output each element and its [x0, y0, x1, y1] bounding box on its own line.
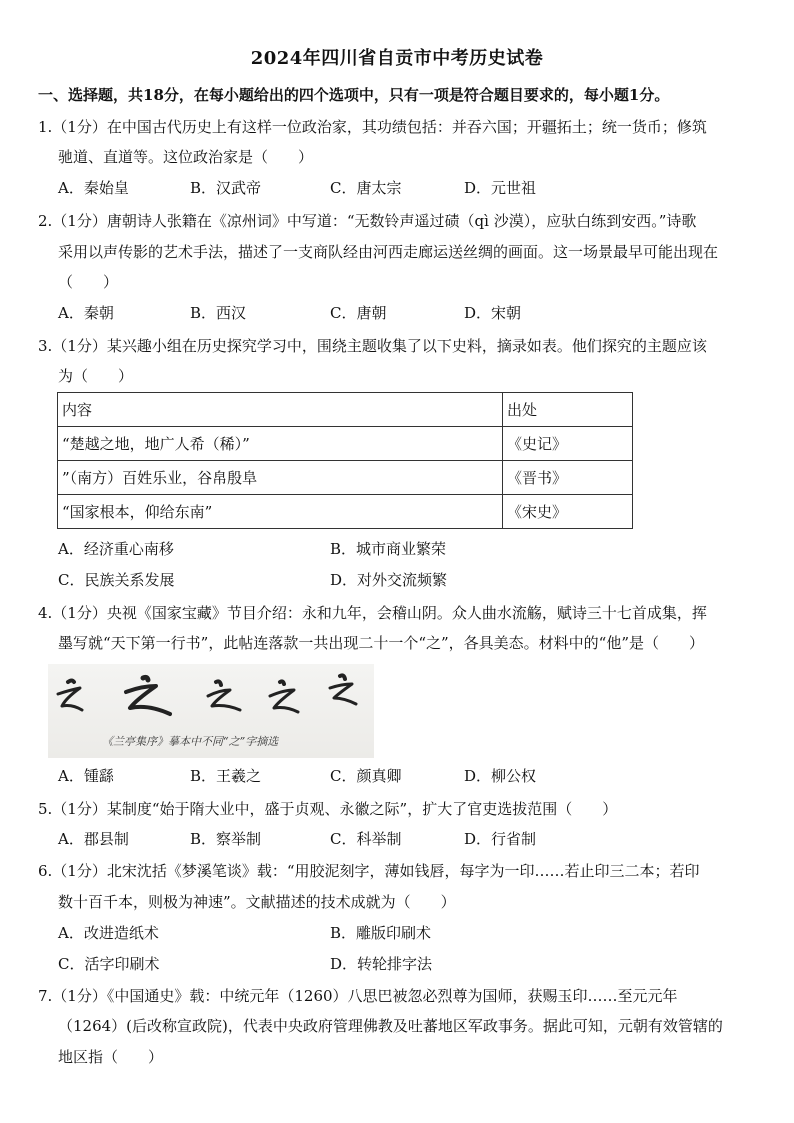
q3-option-a: A．经济重心南移 [58, 540, 174, 558]
q2-option-c: C．唐朝 [330, 304, 387, 322]
q2-option-b: B．西汉 [190, 304, 247, 322]
q4-option-c: C．颜真卿 [330, 767, 402, 785]
q2-line-3: （ ） [58, 273, 119, 291]
table-cell-content: “楚越之地，地广人希（稀）” [58, 427, 503, 461]
table-row [58, 427, 633, 461]
table-header-row [58, 393, 633, 427]
q3-option-c: C．民族关系发展 [58, 571, 175, 589]
table-cell-content: “国家根本，仰给东南” [58, 495, 503, 529]
q7-line-1: 7.（1分）《中国通史》载：中统元年（1260）八思巴被忽必烈尊为国师，获赐玉印……至元元年 [38, 987, 678, 1005]
q4-line-1: 4.（1分）央视《国家宝藏》节目介绍：永和九年，会稽山阴。众人曲水流觞，赋诗三十七首成集，挥 [38, 604, 707, 622]
q7-line-3: 地区指（ ） [58, 1048, 164, 1066]
table-row [58, 461, 633, 495]
q4-option-b: B．王羲之 [190, 767, 262, 785]
q6-option-b: B．雕版印刷术 [330, 924, 432, 942]
q6-option-c: C．活字印刷术 [58, 955, 160, 973]
q1-option-b: B．汉武帝 [190, 179, 262, 197]
q1-option-d: D．元世祖 [464, 179, 537, 197]
q4-option-d: D．柳公权 [464, 767, 537, 785]
q5-line-1: 5.（1分）某制度“始于隋大业中，盛于贞观、永徽之际”，扩大了官吏选拔范围（ ） [38, 800, 618, 818]
q4-option-a: A．锺繇 [58, 767, 114, 785]
q1-option-a: A．秦始皇 [58, 179, 129, 197]
q2-option-d: D．宋朝 [464, 304, 522, 322]
q2-line-2: 采用以声传影的艺术手法，描述了一支商队经由河西走廊运送丝绸的画面。这一场景最早可能出现在 [58, 243, 719, 261]
q7-line-2: （1264）(后改称宣政院)，代表中央政府管理佛教及吐蕃地区军政事务。据此可知，元朝有效管辖的 [58, 1017, 723, 1035]
q1-option-c: C．唐太宗 [330, 179, 402, 197]
q1-line-2: 驰道、直道等。这位政治家是（ ） [58, 148, 314, 166]
q2-option-a: A．秦朝 [58, 304, 114, 322]
table-cell-source: 《宋史》 [503, 495, 633, 529]
q5-option-b: B．察举制 [190, 830, 262, 848]
q1-line-1: 1.（1分）在中国古代历史上有这样一位政治家，其功绩包括：并吞六国；开疆拓土；统一货币；修筑 [38, 118, 707, 136]
q3-option-d: D．对外交流频繁 [330, 571, 448, 589]
q3-line-2: 为（ ） [58, 367, 134, 385]
q6-line-2: 数十百千本，则极为神速”。文献描述的技术成就为（ ） [58, 893, 456, 911]
q4-line-2: 墨写就“天下第一行书”，此帖连落款一共出现二十一个“之”，各具美态。材料中的“他”是（ ） [58, 634, 705, 652]
q5-option-c: C．科举制 [330, 830, 402, 848]
q5-option-a: A．郡县制 [58, 830, 129, 848]
q3-line-1: 3.（1分）某兴趣小组在历史探究学习中，围绕主题收集了以下史料，摘录如表。他们探究的主题应该 [38, 337, 707, 355]
table-header-content: 内容 [58, 393, 503, 427]
table-cell-content: ”（南方）百姓乐业，谷帛殷阜 [58, 461, 503, 495]
image-caption: 《兰亭集序》摹本中不同“之”字摘选 [102, 735, 279, 748]
q6-line-1: 6.（1分）北宋沈括《梦溪笔谈》载：“用胶泥刻字，薄如钱唇，每字为一印……若止印三二本；若印 [38, 862, 700, 880]
table-cell-source: 《晋书》 [503, 461, 633, 495]
q3-option-b: B．城市商业繁荣 [330, 540, 447, 558]
page-title: 2024年四川省自贡市中考历史试卷 [250, 48, 544, 69]
q6-option-d: D．转轮排字法 [330, 955, 433, 973]
q5-option-d: D．行省制 [464, 830, 537, 848]
q6-option-a: A．改进造纸术 [58, 924, 159, 942]
table-cell-source: 《史记》 [503, 427, 633, 461]
source-table [57, 392, 633, 529]
section-heading: 一、选择题，共18分，在每小题给出的四个选项中，只有一项是符合题目要求的，每小题1分。 [38, 86, 670, 104]
table-header-source: 出处 [503, 393, 633, 427]
table-row [58, 495, 633, 529]
q2-line-1: 2.（1分）唐朝诗人张籍在《凉州词》中写道：“无数铃声遥过碛（qì 沙漠），应驮白练到安西。”诗歌 [38, 212, 697, 230]
